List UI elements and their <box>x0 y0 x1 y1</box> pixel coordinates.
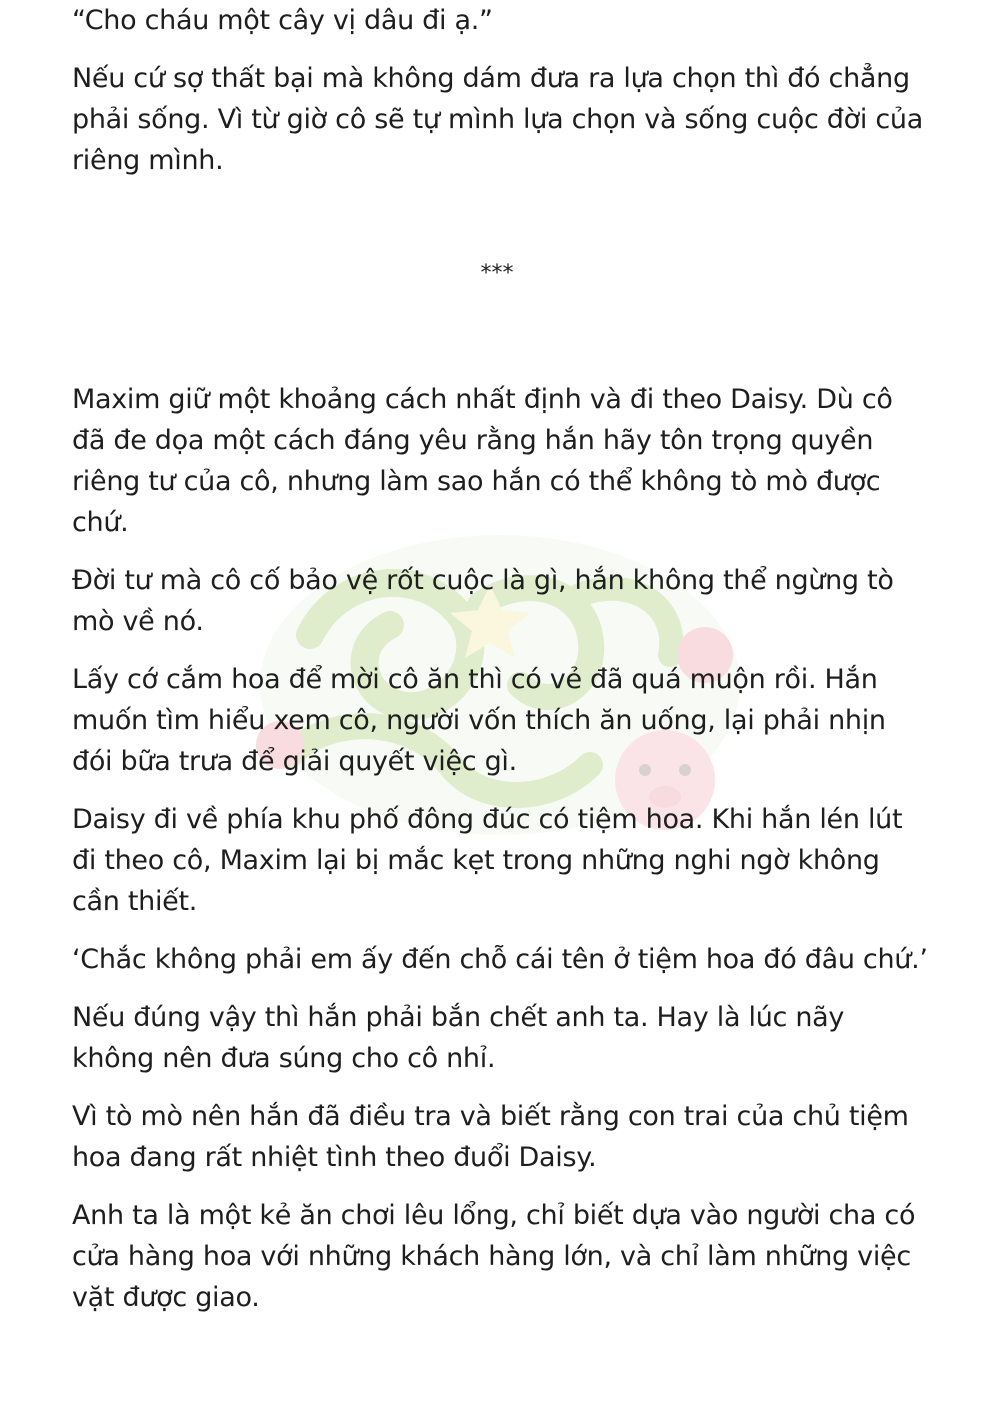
paragraph: Daisy đi về phía khu phố đông đúc có tiệm hoa. Khi hắn lén lút đi theo cô, Maxim lại bị mắc kẹt trong những nghi ngờ không cần thiết. <box>72 804 903 917</box>
section-separator: *** <box>480 261 514 286</box>
paragraph: Anh ta là một kẻ ăn chơi lêu lổng, chỉ biết dựa vào người cha có cửa hàng hoa với những khách hàng lớn, và chỉ làm những việc vặt được giao. <box>72 1200 916 1313</box>
paragraph: Vì tò mò nên hắn đã điều tra và biết rằng con trai của chủ tiệm hoa đang rất nhiệt tình theo đuổi Daisy. <box>72 1101 909 1173</box>
paragraph: Nếu đúng vậy thì hắn phải bắn chết anh ta. Hay là lúc nãy không nên đưa súng cho cô nhỉ. <box>72 1002 845 1074</box>
paragraph: Lấy cớ cắm hoa để mời cô ăn thì có vẻ đã quá muộn rồi. Hắn muốn tìm hiểu xem cô, người vốn thích ăn uống, lại phải nhịn đói bữa trưa để giải quyết việc gì. <box>72 664 886 777</box>
article-body <box>72 0 932 1335</box>
paragraph: Nếu cứ sợ thất bại mà không dám đưa ra lựa chọn thì đó chẳng phải sống. Vì từ giờ cô sẽ tự mình lựa chọn và sống cuộc đời của riêng mình. <box>72 63 923 176</box>
paragraph: “Cho cháu một cây vị dâu đi ạ.” <box>72 5 493 36</box>
paragraph: ‘Chắc không phải em ấy đến chỗ cái tên ở tiệm hoa đó đâu chứ.’ <box>72 944 928 975</box>
paragraph: Maxim giữ một khoảng cách nhất định và đi theo Daisy. Dù cô đã đe dọa một cách đáng yêu rằng hắn hãy tôn trọng quyền riêng tư của cô, nhưng làm sao hắn có thể không tò mò được chứ. <box>72 384 893 538</box>
paragraph: Đời tư mà cô cố bảo vệ rốt cuộc là gì, hắn không thể ngừng tò mò về nó. <box>72 565 894 637</box>
